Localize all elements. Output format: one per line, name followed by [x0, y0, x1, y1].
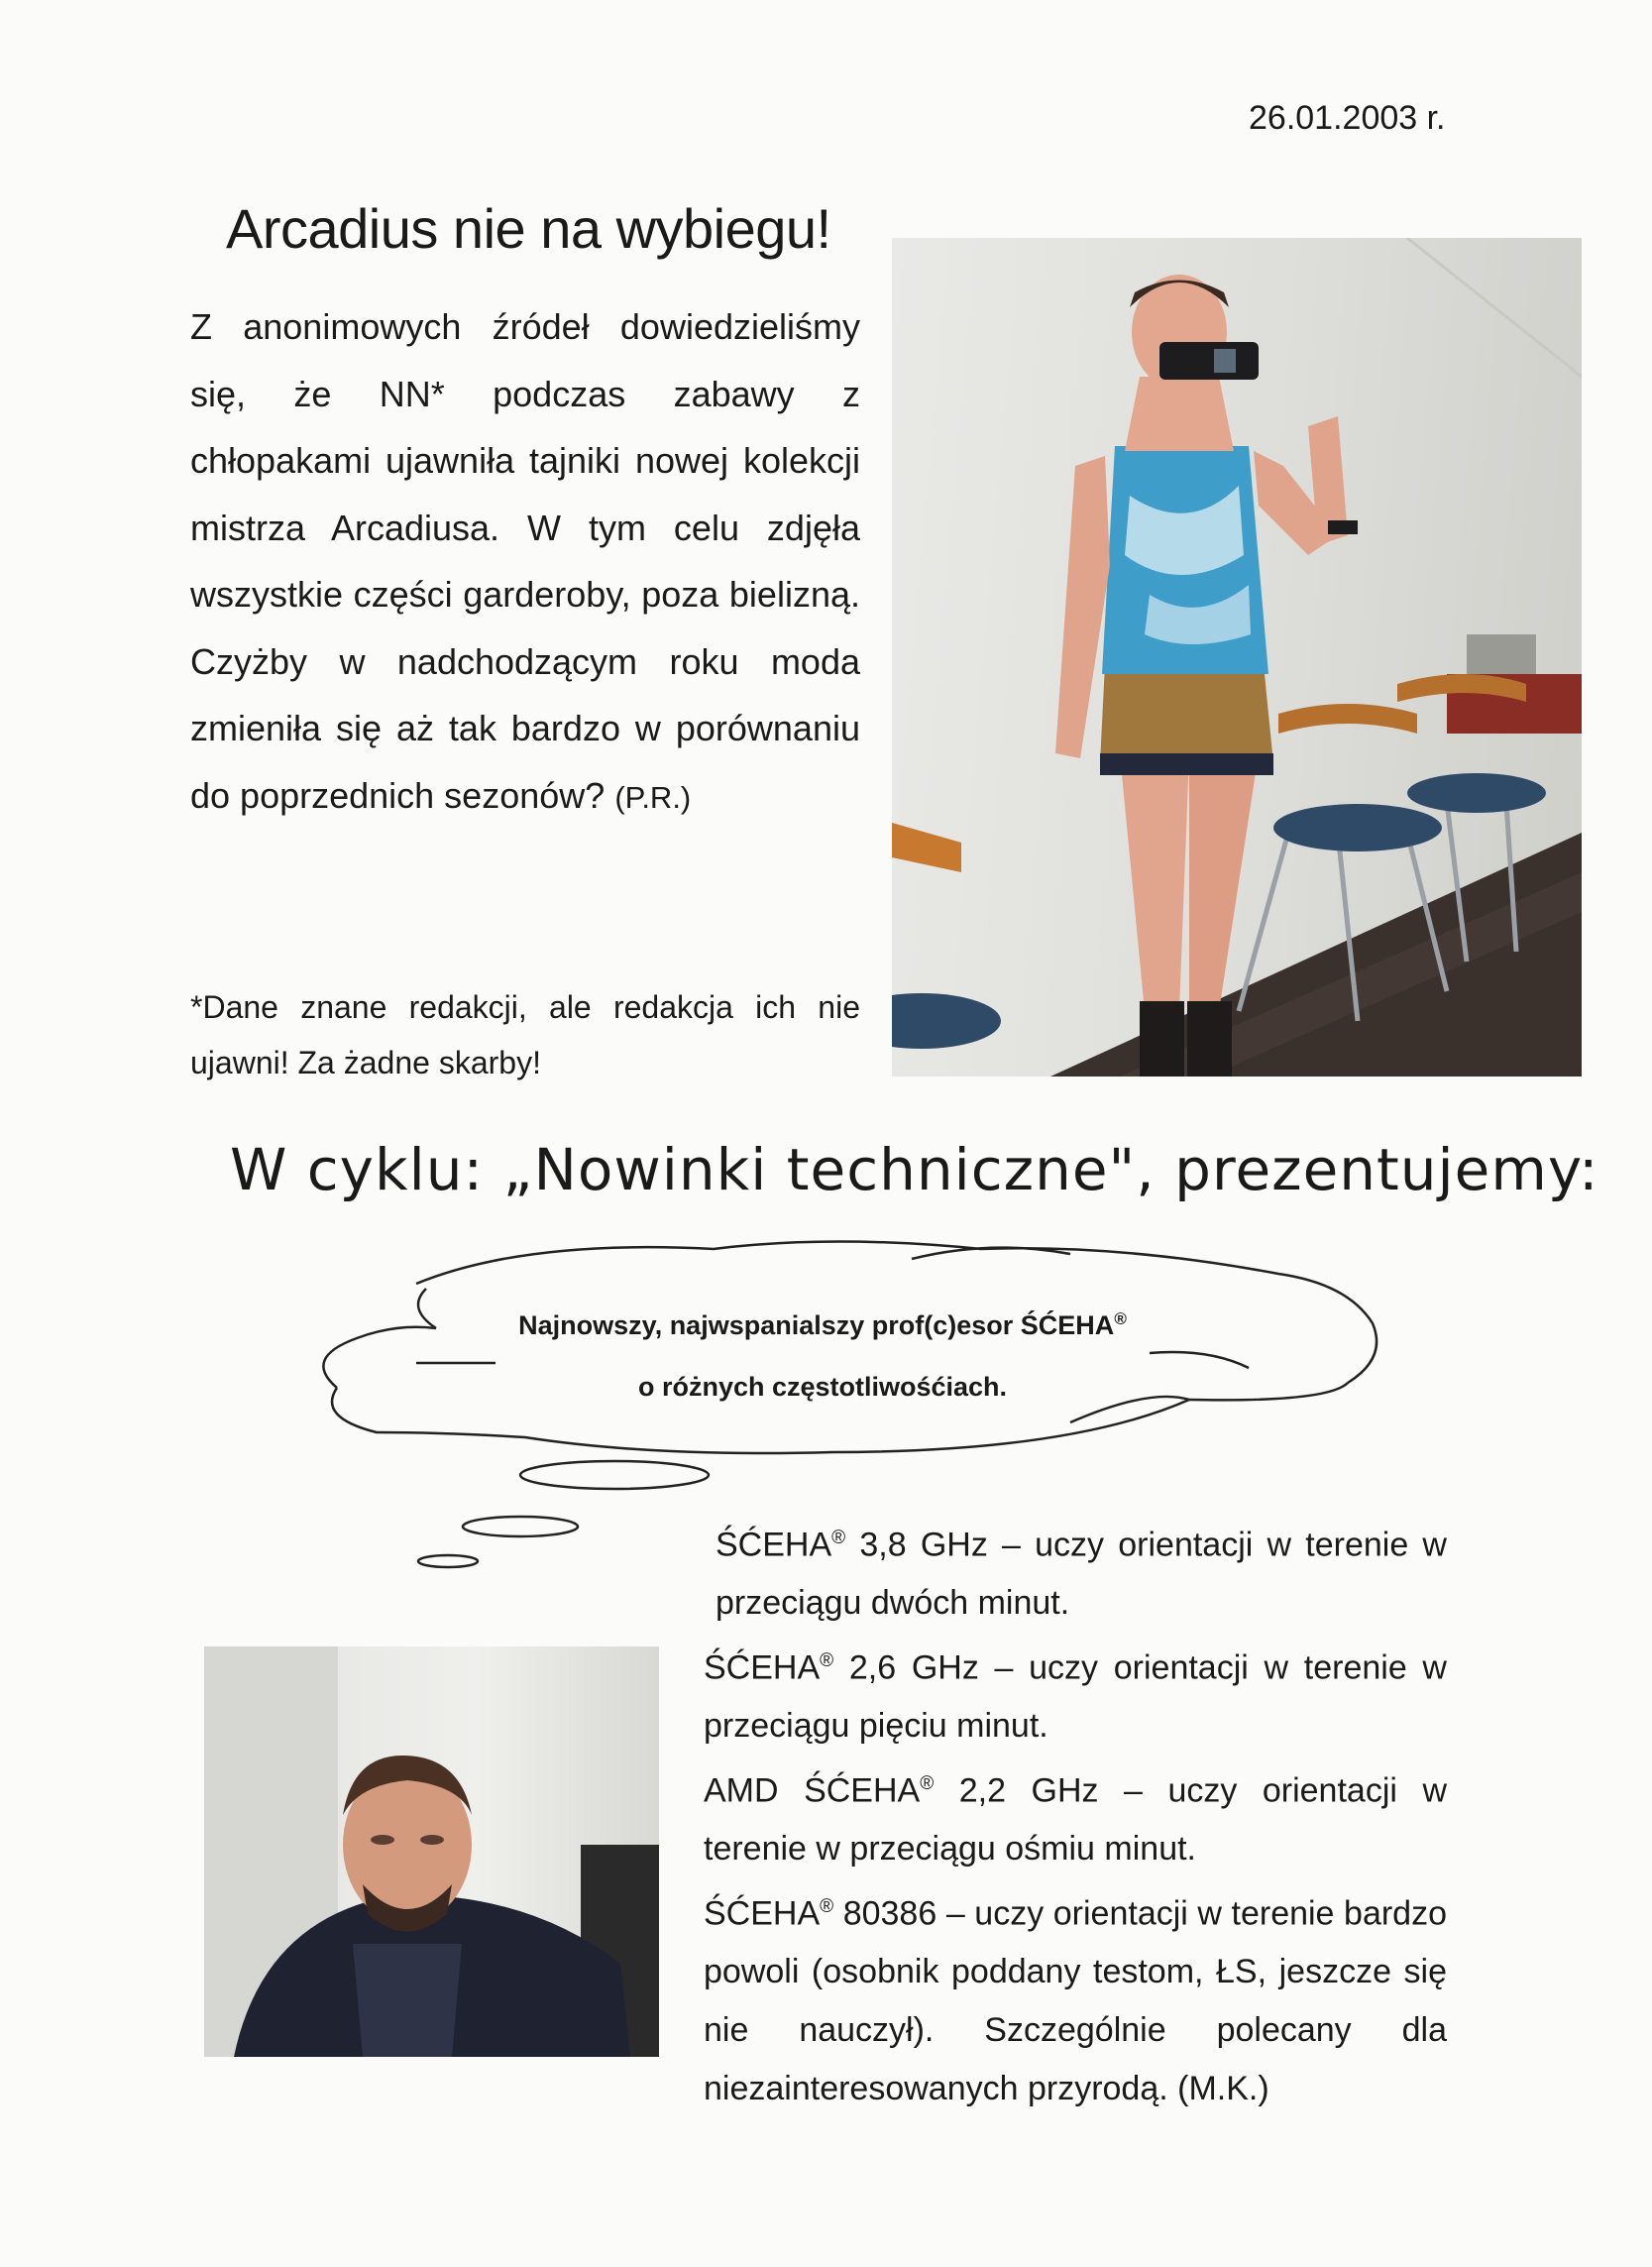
footnote: *Dane znane redakcji, ale redakcja ich nie ujawni! Za żadne skarby!	[190, 989, 860, 1080]
cloud-line-1: Najnowszy, najwspanialszy prof(c)esor ŚĆEHA®	[518, 1309, 1127, 1340]
photo-man-illustration	[204, 1646, 659, 2057]
photo-woman-illustration	[892, 238, 1582, 1077]
date: 26.01.2003 r.	[1249, 99, 1446, 137]
article-title: Arcadius nie na wybiegu!	[226, 197, 831, 260]
thought-bubbles	[406, 1447, 723, 1576]
photo-man	[204, 1646, 659, 2057]
article-signature: (P.R.)	[614, 779, 692, 815]
photo-woman	[892, 238, 1582, 1077]
item-2: ŚĆEHA® 2,6 GHz – uczy orientacji w terenie w przeciągu pięciu minut.	[704, 1648, 1447, 1746]
article-text: Z anonimowych źródeł dowiedzieliśmy się, że NN* podczas zabawy z chłopakami ujawniła tajniki nowej kolekcji mistrza Arcadiusa. W tym celu zdjęła wszystkie części garderoby, poza bielizną. Czyżby w nadchodzącym roku moda zmieniła się aż tak bardzo w porównaniu do poprzednich sezonów?	[190, 306, 860, 816]
cloud-text	[436, 1289, 1209, 1417]
item-1: ŚĆEHA® 3,8 GHz – uczy orientacji w terenie w przeciągu dwóch minut.	[716, 1526, 1447, 1623]
item-4: ŚĆEHA® 80386 – uczy orientacji w terenie bardzo powoli (osobnik poddany testom, ŁS, jeszcze się nie nauczył). Szczególnie polecany dla niezainteresowanych przyrodą. (M.K.)	[704, 1894, 1447, 2108]
article-body	[190, 293, 860, 831]
item-3: AMD ŚĆEHA® 2,2 GHz – uczy orientacji w terenie w przeciągu ośmiu minut.	[704, 1771, 1448, 1869]
section-heading: W cyklu: „Nowinki techniczne", prezentujemy:	[230, 1136, 1599, 1203]
cloud-line-2: o różnych częstotliwośćiach.	[637, 1372, 1008, 1402]
